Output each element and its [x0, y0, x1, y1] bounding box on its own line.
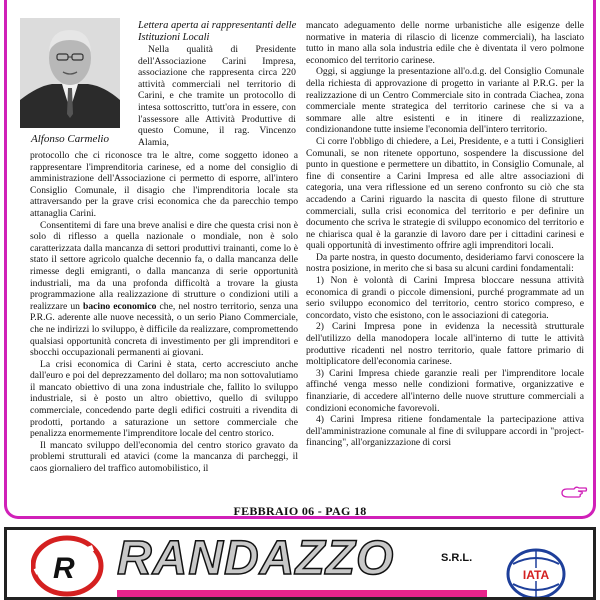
- paragraph-text: che, nel nostro territorio, senza una P.R.G. aderente alle nuove necessità, o un serio Piano Commerciale, che ne indirizzi lo sviluppo, è difficile da realizzare, compromettendo qualsiasi opportunità concreta di investimento per gli imprenditori e sbocchi occupazionali permanenti ai giovani.: [30, 300, 298, 359]
- left-paragraph: La crisi economica di Carini è stata, certo accresciuto anche dall'euro e poi del deprezzamento del dollaro; ma non sottovalutiamo il mancato obiettivo di una zona industriale che, fallito lo sviluppo industriale, si è posto un altro obiettivo, quello di sviluppo commerciale, concedendo parte degli edifici costruiti a rivendita di prodotti, portando a saturazione un settore commerciale che penalizza enormemente l'imprenditore locale del centro storico.: [30, 358, 298, 440]
- bold-phrase: bacino economico: [83, 300, 157, 312]
- intro-paragraph: Nella qualità di Presidente dell'Associazione Carini Impresa, associazione che rappresenta circa 220 attività commerciali nel territorio di Carini, e che tramite un protocollo di intesa sottoscritto, tutt'ora in essere, con l'assessore alle Attività Produttive di questo Comune, il rag. Vincenzo Alamia,: [138, 44, 296, 148]
- iata-badge: [501, 544, 571, 600]
- iata-text: IATA: [522, 568, 550, 582]
- logo-letter: R: [53, 552, 75, 585]
- left-paragraph: Il mancato sviluppo dell'economia del centro storico gravato da problemi strutturali ed atavici (come la mancanza di parcheggi, il caos giornaliero del traffico automobilistico, il: [30, 439, 298, 475]
- right-column: [306, 20, 584, 498]
- right-paragraph: 3) Carini Impresa chiede garanzie reali per l'imprenditore locale affinché venga messo nelle condizioni formative, organizzative e finanziarie, di accedere all'interno delle nuove strutture commerciali a condizioni economiche favorevoli.: [306, 367, 584, 414]
- right-paragraph: Da parte nostra, in questo documento, desideriamo farvi conoscere la nostra posizione, in merito che si basa su alcuni cardini fondamentali:: [306, 251, 584, 275]
- author-caption: Alfonso Carmelio: [31, 133, 109, 145]
- randazzo-logo: [31, 534, 105, 598]
- paragraph-text: Consentitemi di fare una breve analisi e dire che questa crisi non è solo di riflesso a quella nazionale o mondiale, non è solo caratterizzata dalla mancanza di settori produttivi trainanti, come lo è stato il settore agricolo qualche decennio fa, o dalla mancanza delle rimesse degli emigranti, o dalla mancanza di serie opportunità industriali, ma da una profonda difficoltà a trovare la giusta programmazione alla realizzazione di strutture o condizioni utili a realizzare un: [30, 219, 298, 312]
- right-paragraph: Oggi, si aggiunge la presentazione all'o.d.g. del Consiglio Comunale della richiesta di approvazione di progetto in variante al P.R.G. per la realizzazione di un Centro Commerciale sito in contrada Ciachea, zona commerciale mente strategica del territorio carinese che si va a sommare alle altre esistenti e in itinere di realizzazione, condizionandone tutte insieme l'economia dell'intero territorio.: [306, 66, 584, 136]
- company-suffix: S.R.L.: [441, 552, 473, 564]
- letter-intro: [138, 44, 296, 148]
- left-paragraph: protocollo che ci riconosce tra le altre, come soggetto idoneo a rappresentare l'imprenditoria carinese, ed a nome del consiglio di amministrazione dell'Associazione ci permetto di esporre, all'intero Consiglio Comunale, il disagio che l'imprenditoria locale sta attraversando per la grave crisi economica che da parecchio tempo attanaglia Carini.: [30, 150, 298, 219]
- left-column: [30, 150, 298, 498]
- right-paragraph: 2) Carini Impresa pone in evidenza la necessità strutturale dell'utilizzo della manodopera locale all'interno di tutte le attività produttive ricadenti nel nostro territorio, quale fattore primario di moltiplicatore dell'economia carinese.: [306, 321, 584, 368]
- right-paragraph: 4) Carini Impresa ritiene fondamentale la partecipazione attiva dell'amministrazione comunale al fine di sviluppare accordi in "project-financing", all'organizzazione di corsi: [306, 414, 584, 449]
- accent-bar: [117, 590, 487, 600]
- page-footer: FEBBRAIO 06 - PAG 18: [233, 504, 367, 518]
- brand-name: RANDAZZO: [117, 532, 395, 585]
- right-paragraph: mancato adeguamento delle norme urbanistiche alle esigenze delle normative in materia di rilascio di licenze commerciali), ha lasciato tutto in mano alla sola industria edile che è diventata il vero polmone economico del territorio carinese.: [306, 20, 584, 66]
- left-paragraph: [30, 220, 298, 359]
- right-paragraph: Ci corre l'obbligo di chiedere, a Lei, Presidente, e a tutti i Consiglieri Comunali, se non ritenete opportuno, sospendere la discussione del punto in questione e permettere un dibattito, in Consiglio Comunale, al fine di consentire a Carini Impresa ed alle altre associazioni di categoria, una vera riflessione ed un sereno confronto su ciò che sta accadendo a Carini riguardo la nascita di questo filone di strutture commerciali, sulla crisi economica del territorio e per definire un documento che scriva le strategie di sviluppo economico del territorio e ne chiarisca qual è la garanzie di lavoro dare per i cittadini carinesi e quali opportunità di investimento offrire agli imprenditori locali.: [306, 135, 584, 252]
- right-paragraph: 1) Non è volontà di Carini Impresa bloccare nessuna attività economica di grandi o piccole dimensioni, purché programmate ad un serio sviluppo economico del territorio, centro storico compreso, e concordato, visto che esistono, con le associazioni di categoria.: [306, 275, 584, 321]
- author-photo: [20, 18, 120, 128]
- pointing-hand-icon: [560, 485, 588, 499]
- advertisement-banner: [4, 527, 596, 600]
- letter-heading: Lettera aperta ai rappresentanti delle Istituzioni Locali: [138, 20, 297, 43]
